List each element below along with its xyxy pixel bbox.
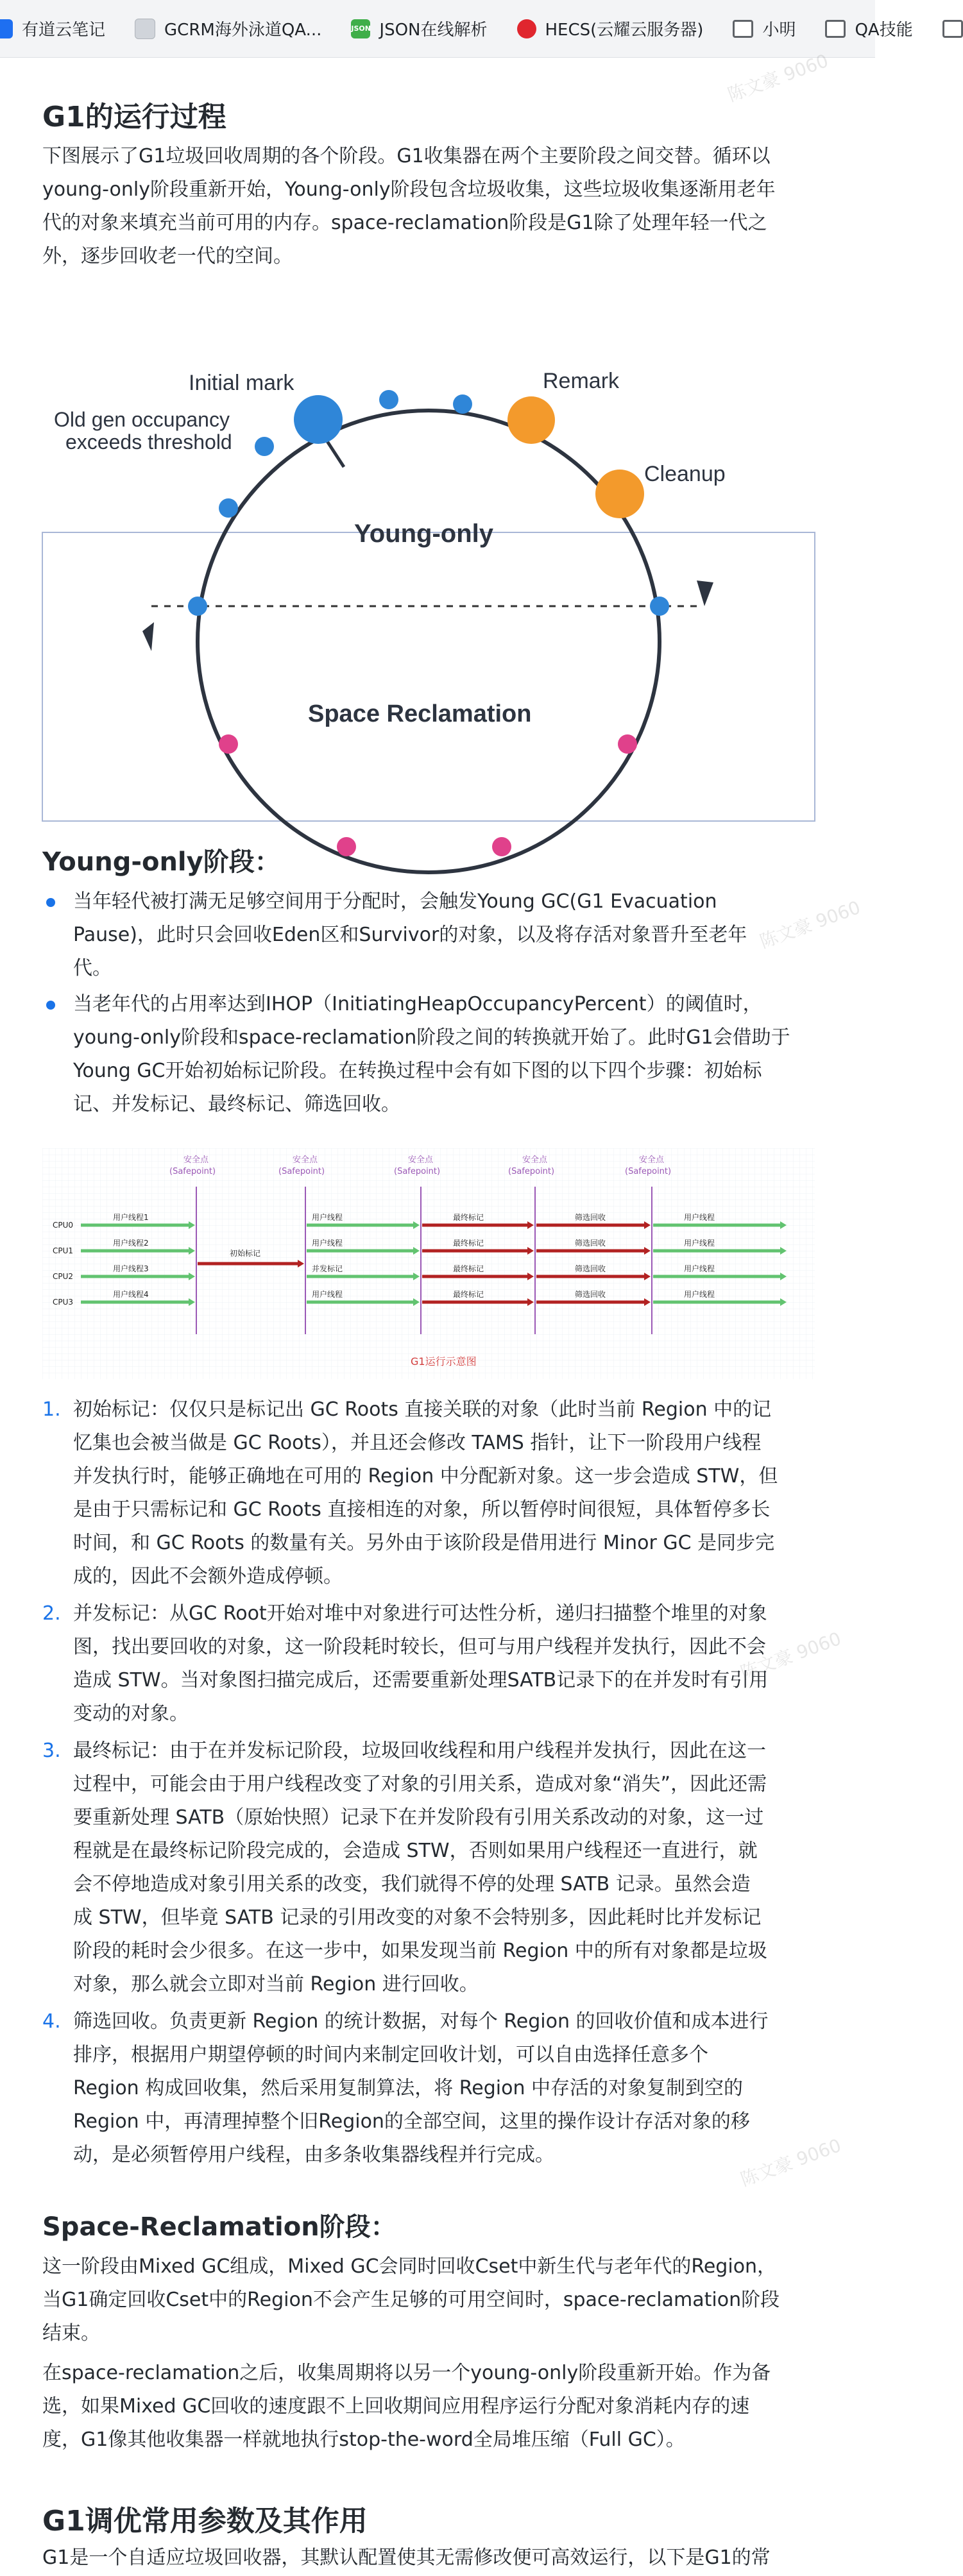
watermark: 陈文豪 9060 [737,1627,844,1684]
space-paragraph-2 [42,2357,815,2457]
text-line: Pause)，此时只会回收Eden区和Survivor的对象，以及将存活对象晋升至老年 [73,924,747,946]
young-gc-node [453,394,472,414]
bookmark-label: HECS(云耀云服务器) [545,21,704,40]
safepoint-label: (Safepoint) [508,1167,555,1176]
mixed-gc-node [219,734,238,754]
safepoint-label: 安全点 [293,1155,318,1165]
text-line: 成的，因此不会额外造成停顿。 [73,1565,343,1588]
young-bullet-list [42,885,815,1129]
user-thread-label: 用户线程4 [113,1290,149,1299]
text-line: 要重新处理 SATB（原始快照）记录下在并发阶段有引用关系改动的对象，这一过 [73,1806,764,1829]
step-number: 4. [42,2010,61,2033]
cleanup-node [595,470,644,518]
step-number: 3. [42,1740,61,1762]
bullet-icon [46,898,55,907]
safepoint-label: (Safepoint) [278,1167,325,1176]
text-line: 是由于只需标记和 GC Roots 直接相连的对象，所以暂停时间很短，具体暂停多长 [73,1498,771,1521]
huawei-icon [517,19,536,38]
concurrent-mark-label: 并发标记 [312,1264,343,1273]
text-line: Region 构成回收集，然后采用复制算法，将 Region 中存活的对象复制到空的 [73,2077,744,2099]
text-line: G1是一个自适应垃圾回收器，其默认配置使其无需修改便可高效运行，以下是G1的常 [42,2546,771,2569]
watermark: 陈文豪 9060 [756,896,864,953]
text-line: 忆集也会被当做是 GC Roots），并且还会修改 TAMS 指针，让下一阶段用户线程 [73,1432,762,1454]
young-gc-node [379,390,398,409]
text-line: 并发标记：从GC Root开始对堆中对象进行可达性分析，递归扫描整个堆里的对象 [73,1602,767,1625]
text-line: 成 STW，但毕竟 SATB 记录的引用改变的对象不会特别多，因此耗时比并发标记 [73,1906,762,1929]
young-gc-node [255,437,274,456]
filter-recycle-label: 筛选回收 [575,1264,606,1273]
list-item [42,988,815,1129]
text-line: Region 中，再清理掉整个旧Region的全部空间，这里的操作设计存活对象的移 [73,2110,750,2133]
text-line: 选，如果Mixed GC回收的速度跟不上回收期间应用程序运行分配对象消耗内存的速 [42,2395,750,2418]
g1-cycle-diagram [42,295,815,872]
arrow-head-left [142,622,154,651]
safepoint-label: 安全点 [408,1155,434,1165]
steps-list [42,1393,815,2176]
step-number: 2. [42,1602,61,1625]
user-thread-label: 用户线程 [684,1239,715,1248]
initial-mark-label: Initial mark [189,371,294,395]
bookmark-gcrm[interactable] [135,17,321,40]
diagram-background [42,1148,815,1379]
text-line: young-only阶段和space-reclamation阶段之间的转换就开始了。此时G1会借助于 [73,1026,790,1049]
text-line: 当年轻代被打满无足够空间用于分配时，会触发Young GC(G1 Evacuation [73,890,717,913]
user-thread-label: 用户线程1 [113,1213,149,1222]
user-thread-label: 用户线程3 [113,1264,149,1273]
watermark: 陈文豪 9060 [737,2134,844,2190]
watermark: 陈文豪 9060 [724,49,831,106]
text-line: 在space-reclamation之后，收集周期将以另一个young-only阶段重新开始。作为备 [42,2362,771,2384]
user-thread-label: 用户线程2 [113,1239,149,1248]
user-thread-label: 用户线程 [312,1290,343,1299]
text-line: 动，是必须暂停用户线程，由多条收集器线程并行完成。 [73,2144,554,2166]
json-icon: JSON [351,19,370,38]
final-mark-label: 最终标记 [453,1264,484,1273]
filter-recycle-label: 筛选回收 [575,1213,606,1222]
filter-recycle-label: 筛选回收 [575,1239,606,1248]
list-item [42,1597,815,1734]
safepoint-label: 安全点 [522,1155,548,1165]
final-mark-label: 最终标记 [453,1213,484,1222]
run-paragraph [42,140,815,273]
text-line: 对象，那么就会立即对当前 Region 进行回收。 [73,1973,479,1996]
bookmark-label: 有道云笔记 [22,21,106,40]
text-line: 变动的对象。 [73,1702,189,1725]
text-line: 当G1确定回收Cset中的Region不会产生足够的可用空间时，space-reclamation阶段 [42,2289,780,2311]
mixed-gc-node [492,837,511,856]
old-gen-label-line2: exceeds threshold [65,430,232,453]
bullet-icon [46,1001,55,1010]
final-mark-label: 最终标记 [453,1290,484,1299]
text-line: 代。 [73,957,112,979]
young-only-label: Young-only [354,520,493,548]
bookmark-label: JSON在线解析 [379,21,488,40]
text-line: 当老年代的占用率达到IHOP（InitiatingHeapOccupancyPercent）的阈值时， [73,993,762,1015]
cycle-ring [198,411,660,872]
page-icon [135,19,155,39]
bookmark-label: GCRM海外泳道QA... [164,21,322,40]
text-line: 程就是在最终标记阶段完成的，会造成 STW，否则如果用户线程还一直进行，就 [73,1840,758,1862]
folder-icon [733,20,753,38]
cpu-label: CPU2 [53,1272,74,1281]
bookmark-label: QA技能 [855,21,913,40]
mixed-gc-node [337,837,356,856]
text-line: 最终标记：由于在并发标记阶段，垃圾回收线程和用户线程并发执行，因此在这一 [73,1740,766,1762]
safepoint-label: (Safepoint) [625,1167,672,1176]
bookmark-folder-xiaoming[interactable] [733,17,796,40]
cpu-label: CPU0 [53,1221,74,1230]
user-thread-label: 用户线程 [312,1239,343,1248]
young-gc-node [188,597,207,616]
bookmark-folder-qa[interactable] [825,17,912,40]
text-line: Young GC开始初始标记阶段。在转换过程中会有如下图的以下四个步骤：初始标 [73,1060,762,1082]
text-line: 记、并发标记、最终标记、筛选回收。 [73,1093,400,1115]
g1-timeline-diagram [42,1148,815,1379]
user-thread-label: 用户线程 [684,1264,715,1273]
text-line: 并发执行时，能够正确地在可用的 Region 中分配新对象。这一步会造成 STW，但 [73,1465,778,1487]
text-line: 排序，根据用户期望停顿的时间内来制定回收计划，可以自由选择任意多个 [73,2044,708,2066]
text-line: 图，找出要回收的对象，这一阶段耗时较长，但可与用户线程并发执行，因此不会 [73,1636,766,1658]
text-line: 造成 STW。当对象图扫描完成后，还需要重新处理SATB记录下的在并发时有引用 [73,1669,769,1691]
youdao-note-icon [0,19,13,38]
section-title-run: G1的运行过程 [42,101,226,133]
text-line: 时间，和 GC Roots 的数量有关。另外由于该阶段是借用进行 Minor GC 是同步完 [73,1532,775,1554]
timeline-caption: G1运行示意图 [411,1355,477,1368]
section-title-young: Young-only阶段： [42,847,280,877]
bookmark-folder-more[interactable] [942,20,963,38]
cleanup-label: Cleanup [644,462,726,486]
section-title-space: Space-Reclamation阶段： [42,2212,396,2242]
folder-icon [825,20,846,38]
user-thread-label: 用户线程 [684,1290,715,1299]
cpu-label: CPU3 [53,1298,74,1307]
initial-mark-label: 初始标记 [230,1249,261,1258]
final-mark-label: 最终标记 [453,1239,484,1248]
remark-label: Remark [543,369,620,393]
bookmark-youdao[interactable] [0,17,105,40]
text-line: 代的对象来填充当前可用的内存。space-reclamation阶段是G1除了处理年轻一代之 [42,212,767,234]
space-paragraph-1 [42,2250,815,2350]
initial-mark-node [294,395,343,444]
list-item [42,885,815,988]
old-gen-label-line1: Old gen occupancy [54,408,230,431]
tuning-paragraph [42,2541,815,2575]
bookmarks-bar [0,0,913,58]
text-line: 阶段的耗时会少很多。在这一步中，如果发现当前 Region 中的所有对象都是垃圾 [73,1940,767,1962]
remark-node [507,396,555,444]
list-item [42,1393,815,1597]
list-item [42,1734,815,2005]
space-reclamation-box [42,532,815,821]
arrow-head-right [697,580,713,606]
text-line: 下图展示了G1垃圾回收周期的各个阶段。G1收集器在两个主要阶段之间交替。循环以 [42,145,771,167]
user-thread-label: 用户线程 [312,1213,343,1222]
text-line: 度，G1像其他收集器一样就地执行stop-the-word全局堆压缩（Full GC）。 [42,2428,685,2451]
text-line: 初始标记：仅仅只是标记出 GC Roots 直接关联的对象（此时当前 Region 中的记 [73,1398,772,1421]
safepoint-label: (Safepoint) [394,1167,441,1176]
young-gc-node [650,597,669,616]
bookmark-json[interactable] [351,17,487,40]
list-item [42,2005,815,2176]
text-line: 过程中，可能会由于用户线程改变了对象的引用关系，造成对象“消失”，因此还需 [73,1773,767,1795]
user-thread-label: 用户线程 [684,1213,715,1222]
filter-recycle-label: 筛选回收 [575,1290,606,1299]
space-reclamation-label: Space Reclamation [308,700,532,727]
safepoint-label: (Safepoint) [169,1167,216,1176]
bookmark-hecs[interactable] [517,17,704,40]
text-line: 外，逐步回收老一代的空间。 [42,245,293,267]
step-number: 1. [42,1398,61,1421]
mixed-gc-node [618,734,637,754]
folder-icon [942,20,963,38]
bookmark-label: 小明 [762,21,796,40]
cpu-label: CPU1 [53,1246,74,1255]
text-line: 会不停地造成对象引用关系的改变，我们就得不停的处理 SATB 记录。虽然会造 [73,1873,751,1895]
safepoint-label: 安全点 [183,1155,209,1165]
safepoint-label: 安全点 [639,1155,665,1165]
text-line: young-only阶段重新开始，Young-only阶段包含垃圾收集，这些垃圾收集逐渐用老年 [42,178,776,201]
text-line: 这一阶段由Mixed GC组成，Mixed GC会同时回收Cset中新生代与老年代的Region， [42,2255,777,2278]
young-gc-node [219,498,238,518]
text-line: 筛选回收。负责更新 Region 的统计数据，对每个 Region 的回收价值和成本进行 [73,2010,769,2033]
section-title-tuning: G1调优常用参数及其作用 [42,2505,368,2538]
text-line: 结束。 [42,2322,100,2344]
